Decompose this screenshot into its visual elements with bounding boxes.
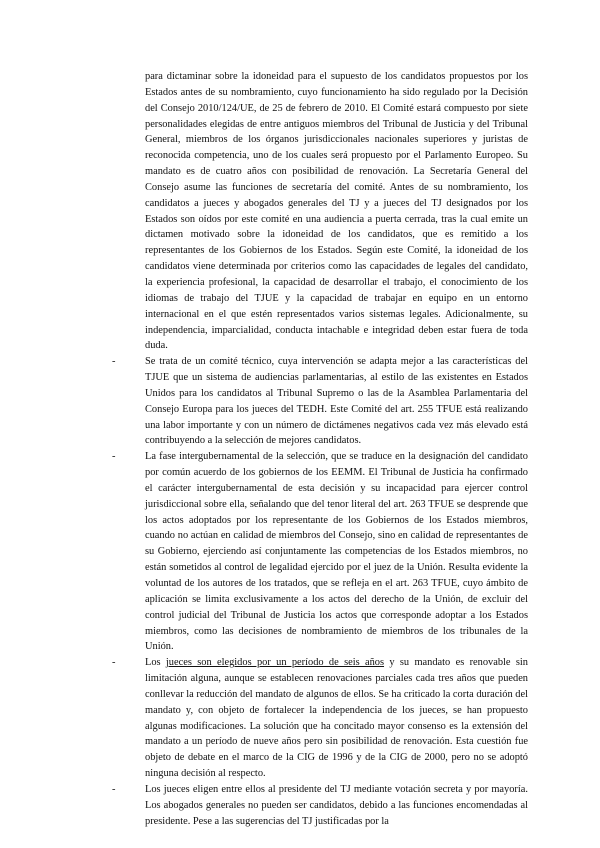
list-item-text bbox=[145, 655, 528, 782]
list-item bbox=[112, 354, 528, 449]
list-bullet: - bbox=[112, 356, 116, 368]
list-bullet: - bbox=[112, 783, 116, 795]
list-item-rest: y su mandato es renovable sin limitación alguna, aunque se establecen renovaciones parciales cada tres años que pueden conllevar la reducción del mandato de algunos de ellos. Se ha criticado la corta duración del mandato y, con objeto de fortalecer la independencia de los jueces, se han propuesto algunas modificaciones. La solución que ha concitado mayor consenso es la extensión del mandato a un período de nueve años pero sin posibilidad de renovación. Esta cuestión fue objeto de debate en el marco de la CIG de 1996 y de la CIG de 2000, pero no se adoptó ninguna decisión al respecto. bbox=[145, 657, 528, 780]
list-item-text: Los jueces eligen entre ellos al presidente del TJ mediante votación secreta y por mayoría. Los abogados generales no pueden ser candidatos, debido a las funciones encomendadas al presidente. Pese a las sugerencias del TJ justificadas por la bbox=[145, 783, 528, 827]
list-item-text: Se trata de un comité técnico, cuya intervención se adapta mejor a las características del TJUE que un sistema de audiencias parlamentarias, al estilo de las existentes en Estados Unidos para los candidatos al Tribunal Supremo o las de la Asamblea Parlamentaria del Consejo Europa para los jueces del TEDH. Este Comité del art. 255 TFUE está realizando una labor importante y con un número de dictámenes negativos cada vez más elevado está contribuyendo a la selección de mejores candidatos. bbox=[145, 356, 528, 447]
list-item bbox=[112, 782, 528, 830]
list-bullet: - bbox=[112, 657, 116, 669]
list-bullet: - bbox=[112, 451, 116, 463]
list-item-lead: Los bbox=[145, 657, 166, 669]
intro-paragraph: para dictaminar sobre la idoneidad para el supuesto de los candidatos propuestos por los Estados antes de su nombramiento, cuyo funcionamiento ha sido regulado por la Decisión del Consejo 2010/124/UE, de 25 de febrero de 2010. El Comité estará compuesto por siete personalidades elegidas de entre antiguos miembros del Tribunal de Justicia y del Tribunal General, miembros de los órganos jurisdiccionales nacionales superiores y juristas de reconocida competencia, uno de los cuales será propuesto por el Parlamento Europeo. Su mandato es de cuatro años con posibilidad de renovación. La Secretaría General del Consejo asume las funciones de secretaría del comité. Antes de su nombramiento, los candidatos a jueces y abogados generales del TJ y a jueces del TJ designados por los Estados son oídos por este comité en una audiencia a puerta cerrada, tras la cual emite un dictamen motivado sobre la idoneidad de los candidatos, que es remitido a los representantes de los Gobiernos de los Estados. Según este Comité, la idoneidad de los candidatos viene determinada por criterios como las capacidades de legales del candidato, la experiencia profesional, la capacidad de desarrollar el trabajo, el conocimiento de los idiomas de trabajo del TJUE y la capacidad de trabajar en equipo en un entorno internacional en el que estén representados varios sistemas legales. Adicionalmente, su independencia, imparcialidad, conducta intachable e integridad deben estar fuera de toda duda. bbox=[145, 71, 528, 352]
list-item bbox=[112, 449, 528, 655]
underlined-phrase: jueces son elegidos por un período de seis años bbox=[165, 657, 385, 669]
list-item bbox=[112, 655, 528, 782]
document-body bbox=[112, 69, 528, 830]
list-item-text: La fase intergubernamental de la selección, que se traduce en la designación del candidato por común acuerdo de los gobiernos de los EEMM. El Tribunal de Justicia ha confirmado el carácter intergubernamental de esta decisión y su incapacidad para ejercer control jurisdiccional sobre ella, señalando que del tenor literal del art. 263 TFUE se desprende que los actos adoptados por los representante de los Gobiernos de los Estados miembros, cuando no actúan en calidad de miembros del Consejo, sino en calidad de representantes de su Gobierno, ejerciendo así conjuntamente las competencias de los Estados miembros, no están sometidos al control de legalidad ejercido por el juez de la Unión. Resulta evidente la voluntad de los autores de los tratados, que se refleja en el art. 263 TFUE, cuyo ámbito de aplicación se limita exclusivamente a los actos del derecho de la Unión, de excluir del control judicial del Tribunal de Justicia los actos que corresponde adoptar a los Estados miembros, como las decisiones de nombramiento de miembros de los tribunales de la Unión. bbox=[145, 451, 528, 653]
